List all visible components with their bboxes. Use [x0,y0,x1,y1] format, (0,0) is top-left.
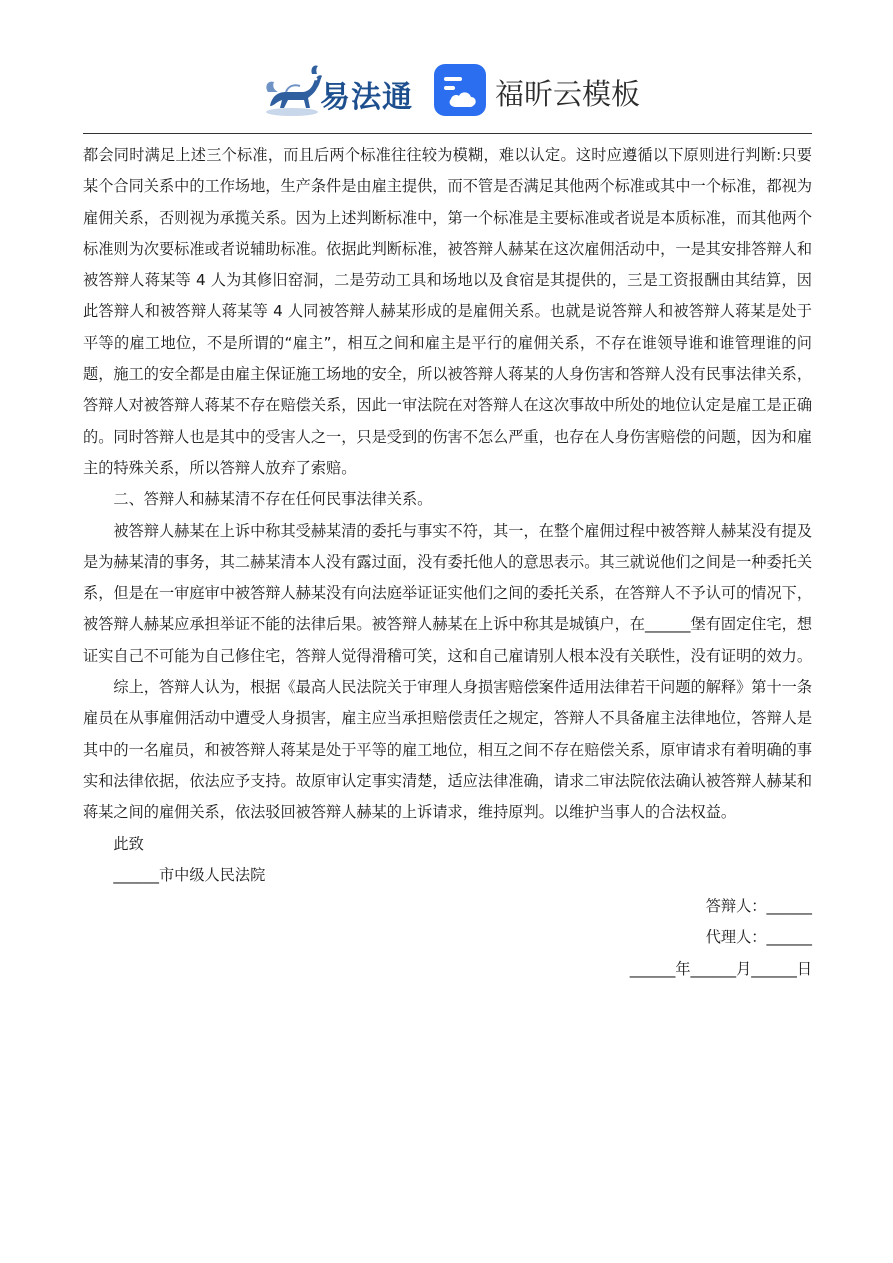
body-paragraph-3: 被答辩人赫某在上诉中称其受赫某清的委托与事实不符，其一，在整个雇佣过程中被答辩人赫某没有提及是为赫某清的事务，其二赫某清本人没有露过面，没有委托他人的意思表示。其三就说他们之间是一种委托关系，但是在一审庭审中被答辩人赫某没有向法庭举证证实他们之间的委托关系，在答辩人不予认可的情况下，被答辩人赫某应承担举证不能的法律后果。被答辩人赫某在上诉中称其是城镇户，在______堡有固定住宅，想证实自己不可能为自己修住宅，答辩人觉得滑稽可笑，这和自己雇请别人根本没有关联性，没有证明的效力。 [83,521,813,665]
foxit-brand-text: 福昕云模板 [495,77,641,111]
closing-salutation: 此致 [113,834,144,853]
qilin-mascot-icon [262,62,324,118]
body-paragraph-conclusion: 综上，答辩人认为，根据《最高人民法院关于审理人身损害赔偿案件适用法律若干问题的解释》第十一条 雇员在从事雇佣活动中遭受人身损害，雇主应当承担赔偿责任之规定，答辩人不具备雇主法律地位，答辩人是其中的一名雇员，和被答辩人蒋某是处于平等的雇工地位，相互之间不存在赔偿关系，原审请求有着明确的事实和法律依据，依法应予支持。故原审认定事实清楚，适应法律准确，请求二审法院依法确认被答辩人赫某和蒋某之间的雇佣关系，依法驳回被答辩人赫某的上诉请求，维持原判。以维护当事人的合法权益。 [83,678,828,822]
body-paragraph-1: 都会同时满足上述三个标准，而且后两个标准往往较为模糊，难以认定。这时应遵循以下原则进行判断:只要某个合同关系中的工作场地，生产条件是由雇主提供，而不管是否满足其他两个标准或其中一个标准，都视为雇佣关系，否则视为承揽关系。因为上述判断标准中，第一个标准是主要标准或者说是本质标准，而其他两个标准则为次要标准或者说辅助标准。依据此判断标准，被答辩人赫某在这次雇佣活动中，一是其安排答辩人和被答辩人蒋某等 4 人为其修旧窑洞，二是劳动工具和场地以及食宿是其提供的，三是工资报酬由其结算，因此答辩人和被答辩人蒋某等 4 人同被答辩人赫某形成的是雇佣关系。也就是说答辩人和被答辩人蒋某是处于平等的雇工地位，不是所谓的“雇主”，相互之间和雇主是平行的雇佣关系，不存在谁领导谁和谁管理谁的问题，施工的安全都是由雇主保证施工场地的安全，所以被答辩人蒋某的人身伤害和答辩人没有民事法律关系，答辩人对被答辩人蒋某不存在赔偿关系，因此一审法院在对答辩人在这次事故中所处的地位认定是雇工是正确的。同时答辩人也是其中的受害人之一，只是受到的伤害不怎么严重，也存在人身伤害赔偿的问题，因为和雇主的特殊关系，所以答辩人放弃了索赔。 [83,146,812,477]
document-body [83,140,828,985]
signature-respondent: 答辩人：______ [705,897,812,916]
yifatong-brand-text: 易法通 [320,80,413,115]
page-header [0,58,893,122]
cloud-document-icon [434,64,486,116]
header-divider [83,133,812,134]
foxit-cloud-template-logo [434,64,654,118]
section-heading-2: 二、答辩人和赫某清不存在任何民事法律关系。 [113,490,433,509]
addressee-court: ______市中级人民法院 [113,865,266,884]
signature-date: ______年______月______日 [629,959,812,978]
signature-agent: 代理人：______ [705,928,812,947]
yifatong-logo [262,62,412,118]
